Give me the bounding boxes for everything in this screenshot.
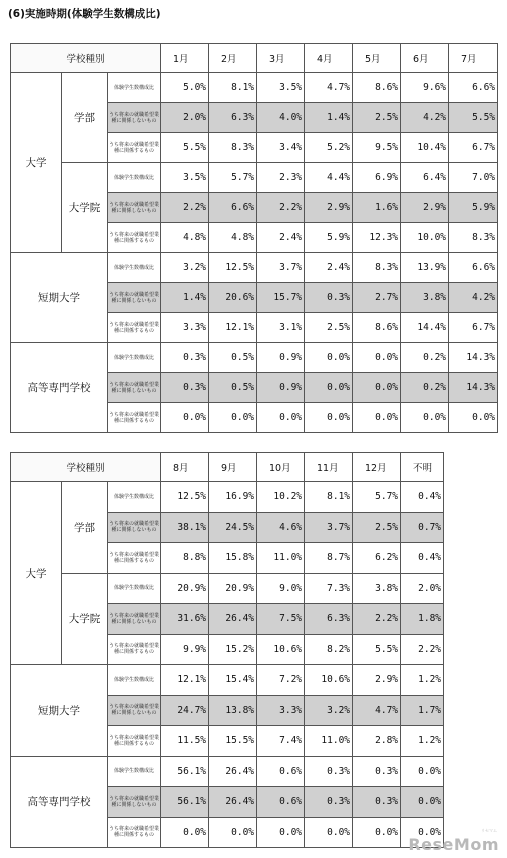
row-type-label: うち将来の就職希望業種に関係するもの bbox=[108, 403, 161, 433]
value-cell: 4.2% bbox=[401, 103, 449, 133]
value-cell: 0.3% bbox=[353, 756, 401, 787]
month-header: 不明 bbox=[401, 453, 444, 482]
value-cell: 3.8% bbox=[353, 573, 401, 604]
value-cell: 0.4% bbox=[401, 543, 444, 574]
table-row bbox=[11, 163, 498, 193]
value-cell: 11.5% bbox=[161, 726, 209, 757]
value-cell: 8.6% bbox=[353, 73, 401, 103]
table-row bbox=[11, 73, 498, 103]
value-cell: 15.4% bbox=[209, 665, 257, 696]
value-cell: 7.0% bbox=[449, 163, 498, 193]
table-row bbox=[11, 573, 444, 604]
month-header: 10月 bbox=[257, 453, 305, 482]
value-cell: 3.5% bbox=[161, 163, 209, 193]
month-header: 2月 bbox=[209, 44, 257, 73]
value-cell: 14.4% bbox=[401, 313, 449, 343]
value-cell: 0.6% bbox=[257, 787, 305, 818]
month-header: 7月 bbox=[449, 44, 498, 73]
value-cell: 26.4% bbox=[209, 787, 257, 818]
subgroup-label-faculty: 学部 bbox=[62, 73, 108, 163]
group-label-univ: 大学 bbox=[11, 482, 62, 665]
value-cell: 6.6% bbox=[449, 73, 498, 103]
value-cell: 0.3% bbox=[305, 283, 353, 313]
value-cell: 2.2% bbox=[353, 604, 401, 635]
value-cell: 5.2% bbox=[305, 133, 353, 163]
header-row bbox=[11, 453, 444, 482]
value-cell: 4.7% bbox=[305, 73, 353, 103]
month-header: 11月 bbox=[305, 453, 353, 482]
value-cell: 12.5% bbox=[161, 482, 209, 513]
value-cell: 6.2% bbox=[353, 543, 401, 574]
value-cell: 6.6% bbox=[209, 193, 257, 223]
month-header: 12月 bbox=[353, 453, 401, 482]
value-cell: 0.0% bbox=[305, 373, 353, 403]
value-cell: 5.0% bbox=[161, 73, 209, 103]
value-cell: 0.5% bbox=[209, 343, 257, 373]
row-type-label: 体験学生数構成比 bbox=[108, 482, 161, 513]
value-cell: 15.2% bbox=[209, 634, 257, 665]
watermark-subtext: リセマム bbox=[481, 828, 497, 833]
value-cell: 0.3% bbox=[161, 343, 209, 373]
value-cell: 56.1% bbox=[161, 787, 209, 818]
value-cell: 0.3% bbox=[305, 756, 353, 787]
value-cell: 0.5% bbox=[209, 373, 257, 403]
value-cell: 0.0% bbox=[353, 817, 401, 848]
month-header: 9月 bbox=[209, 453, 257, 482]
value-cell: 0.0% bbox=[401, 756, 444, 787]
value-cell: 5.9% bbox=[449, 193, 498, 223]
subgroup-label-grad: 大学院 bbox=[62, 163, 108, 253]
row-type-label: うち将来の就職希望業種に関係するもの bbox=[108, 726, 161, 757]
value-cell: 12.1% bbox=[161, 665, 209, 696]
value-cell: 0.0% bbox=[209, 817, 257, 848]
value-cell: 0.0% bbox=[401, 787, 444, 818]
table-row bbox=[11, 253, 498, 283]
value-cell: 4.0% bbox=[257, 103, 305, 133]
value-cell: 2.3% bbox=[257, 163, 305, 193]
value-cell: 0.3% bbox=[161, 373, 209, 403]
value-cell: 7.2% bbox=[257, 665, 305, 696]
value-cell: 0.0% bbox=[401, 403, 449, 433]
value-cell: 3.3% bbox=[257, 695, 305, 726]
value-cell: 7.3% bbox=[305, 573, 353, 604]
table-row bbox=[11, 343, 498, 373]
value-cell: 3.2% bbox=[161, 253, 209, 283]
value-cell: 6.6% bbox=[449, 253, 498, 283]
value-cell: 3.7% bbox=[257, 253, 305, 283]
value-cell: 13.9% bbox=[401, 253, 449, 283]
row-type-label: うち将来の就職希望業種に関係しないもの bbox=[108, 512, 161, 543]
value-cell: 0.2% bbox=[401, 343, 449, 373]
value-cell: 0.0% bbox=[353, 403, 401, 433]
value-cell: 1.4% bbox=[161, 283, 209, 313]
value-cell: 3.1% bbox=[257, 313, 305, 343]
value-cell: 0.0% bbox=[209, 403, 257, 433]
value-cell: 5.5% bbox=[353, 634, 401, 665]
value-cell: 0.0% bbox=[305, 343, 353, 373]
value-cell: 6.3% bbox=[305, 604, 353, 635]
row-type-label: うち将来の就職希望業種に関係しないもの bbox=[108, 373, 161, 403]
value-cell: 2.0% bbox=[161, 103, 209, 133]
value-cell: 0.3% bbox=[353, 787, 401, 818]
value-cell: 3.7% bbox=[305, 512, 353, 543]
group-label-tech: 高等専門学校 bbox=[11, 343, 108, 433]
value-cell: 10.6% bbox=[257, 634, 305, 665]
row-type-label: うち将来の就職希望業種に関係するもの bbox=[108, 634, 161, 665]
value-cell: 2.5% bbox=[353, 103, 401, 133]
value-cell: 1.8% bbox=[401, 604, 444, 635]
value-cell: 1.2% bbox=[401, 726, 444, 757]
month-header: 5月 bbox=[353, 44, 401, 73]
value-cell: 2.2% bbox=[401, 634, 444, 665]
value-cell: 0.0% bbox=[401, 817, 444, 848]
value-cell: 4.2% bbox=[449, 283, 498, 313]
value-cell: 4.8% bbox=[209, 223, 257, 253]
row-type-label: 体験学生数構成比 bbox=[108, 163, 161, 193]
value-cell: 12.1% bbox=[209, 313, 257, 343]
value-cell: 24.5% bbox=[209, 512, 257, 543]
value-cell: 9.6% bbox=[401, 73, 449, 103]
value-cell: 3.4% bbox=[257, 133, 305, 163]
value-cell: 56.1% bbox=[161, 756, 209, 787]
value-cell: 2.8% bbox=[353, 726, 401, 757]
row-type-label: うち将来の就職希望業種に関係するもの bbox=[108, 313, 161, 343]
value-cell: 6.4% bbox=[401, 163, 449, 193]
value-cell: 5.9% bbox=[305, 223, 353, 253]
month-header: 8月 bbox=[161, 453, 209, 482]
value-cell: 13.8% bbox=[209, 695, 257, 726]
value-cell: 8.3% bbox=[209, 133, 257, 163]
value-cell: 0.9% bbox=[257, 373, 305, 403]
value-cell: 5.5% bbox=[449, 103, 498, 133]
value-cell: 11.0% bbox=[305, 726, 353, 757]
value-cell: 0.0% bbox=[353, 373, 401, 403]
timing-table-jan-jul bbox=[10, 43, 498, 433]
table-row bbox=[11, 482, 444, 513]
value-cell: 3.3% bbox=[161, 313, 209, 343]
row-type-label: うち将来の就職希望業種に関係しないもの bbox=[108, 787, 161, 818]
value-cell: 0.0% bbox=[161, 817, 209, 848]
value-cell: 6.7% bbox=[449, 313, 498, 343]
row-type-label: 体験学生数構成比 bbox=[108, 253, 161, 283]
month-header: 3月 bbox=[257, 44, 305, 73]
value-cell: 3.5% bbox=[257, 73, 305, 103]
value-cell: 8.6% bbox=[353, 313, 401, 343]
value-cell: 2.9% bbox=[401, 193, 449, 223]
value-cell: 10.0% bbox=[401, 223, 449, 253]
value-cell: 4.8% bbox=[161, 223, 209, 253]
row-type-label: 体験学生数構成比 bbox=[108, 73, 161, 103]
value-cell: 26.4% bbox=[209, 604, 257, 635]
timing-table-aug-unknown bbox=[10, 452, 444, 848]
row-type-label: 体験学生数構成比 bbox=[108, 573, 161, 604]
value-cell: 20.9% bbox=[161, 573, 209, 604]
row-type-label: うち将来の就職希望業種に関係しないもの bbox=[108, 283, 161, 313]
value-cell: 4.6% bbox=[257, 512, 305, 543]
value-cell: 2.0% bbox=[401, 573, 444, 604]
value-cell: 15.7% bbox=[257, 283, 305, 313]
value-cell: 2.9% bbox=[353, 665, 401, 696]
value-cell: 0.2% bbox=[401, 373, 449, 403]
value-cell: 5.7% bbox=[353, 482, 401, 513]
value-cell: 8.1% bbox=[209, 73, 257, 103]
value-cell: 0.3% bbox=[305, 787, 353, 818]
value-cell: 0.7% bbox=[401, 512, 444, 543]
value-cell: 8.2% bbox=[305, 634, 353, 665]
row-type-label: 体験学生数構成比 bbox=[108, 665, 161, 696]
value-cell: 38.1% bbox=[161, 512, 209, 543]
value-cell: 2.9% bbox=[305, 193, 353, 223]
value-cell: 0.0% bbox=[257, 403, 305, 433]
table-row bbox=[11, 665, 444, 696]
value-cell: 1.2% bbox=[401, 665, 444, 696]
value-cell: 1.4% bbox=[305, 103, 353, 133]
value-cell: 15.5% bbox=[209, 726, 257, 757]
row-type-label: うち将来の就職希望業種に関係するもの bbox=[108, 543, 161, 574]
subgroup-label-faculty: 学部 bbox=[62, 482, 108, 574]
value-cell: 16.9% bbox=[209, 482, 257, 513]
row-type-label: うち将来の就職希望業種に関係しないもの bbox=[108, 604, 161, 635]
value-cell: 2.4% bbox=[257, 223, 305, 253]
row-type-label: うち将来の就職希望業種に関係するもの bbox=[108, 133, 161, 163]
row-type-label: 体験学生数構成比 bbox=[108, 756, 161, 787]
value-cell: 9.5% bbox=[353, 133, 401, 163]
value-cell: 1.7% bbox=[401, 695, 444, 726]
value-cell: 20.6% bbox=[209, 283, 257, 313]
value-cell: 26.4% bbox=[209, 756, 257, 787]
resemom-watermark-logo: ReseMom bbox=[408, 835, 499, 854]
value-cell: 0.0% bbox=[305, 403, 353, 433]
month-header: 4月 bbox=[305, 44, 353, 73]
header-row bbox=[11, 44, 498, 73]
value-cell: 0.0% bbox=[257, 817, 305, 848]
value-cell: 11.0% bbox=[257, 543, 305, 574]
value-cell: 20.9% bbox=[209, 573, 257, 604]
value-cell: 2.5% bbox=[353, 512, 401, 543]
value-cell: 14.3% bbox=[449, 343, 498, 373]
value-cell: 10.6% bbox=[305, 665, 353, 696]
value-cell: 8.3% bbox=[449, 223, 498, 253]
value-cell: 12.5% bbox=[209, 253, 257, 283]
value-cell: 3.2% bbox=[305, 695, 353, 726]
value-cell: 4.7% bbox=[353, 695, 401, 726]
value-cell: 7.4% bbox=[257, 726, 305, 757]
value-cell: 6.3% bbox=[209, 103, 257, 133]
value-cell: 8.3% bbox=[353, 253, 401, 283]
value-cell: 2.7% bbox=[353, 283, 401, 313]
value-cell: 10.2% bbox=[257, 482, 305, 513]
value-cell: 2.5% bbox=[305, 313, 353, 343]
value-cell: 3.8% bbox=[401, 283, 449, 313]
row-type-label: うち将来の就職希望業種に関係するもの bbox=[108, 817, 161, 848]
month-header: 6月 bbox=[401, 44, 449, 73]
value-cell: 2.2% bbox=[257, 193, 305, 223]
value-cell: 0.9% bbox=[257, 343, 305, 373]
value-cell: 14.3% bbox=[449, 373, 498, 403]
school-type-header: 学校種別 bbox=[11, 453, 161, 482]
value-cell: 0.0% bbox=[305, 817, 353, 848]
value-cell: 0.0% bbox=[449, 403, 498, 433]
row-type-label: うち将来の就職希望業種に関係しないもの bbox=[108, 103, 161, 133]
group-label-junior: 短期大学 bbox=[11, 665, 108, 757]
value-cell: 2.4% bbox=[305, 253, 353, 283]
value-cell: 2.2% bbox=[161, 193, 209, 223]
table-row bbox=[11, 756, 444, 787]
month-header: 1月 bbox=[161, 44, 209, 73]
school-type-header: 学校種別 bbox=[11, 44, 161, 73]
value-cell: 0.0% bbox=[161, 403, 209, 433]
value-cell: 9.9% bbox=[161, 634, 209, 665]
value-cell: 7.5% bbox=[257, 604, 305, 635]
value-cell: 6.9% bbox=[353, 163, 401, 193]
group-label-tech: 高等専門学校 bbox=[11, 756, 108, 848]
group-label-junior: 短期大学 bbox=[11, 253, 108, 343]
value-cell: 15.8% bbox=[209, 543, 257, 574]
value-cell: 24.7% bbox=[161, 695, 209, 726]
value-cell: 8.1% bbox=[305, 482, 353, 513]
value-cell: 0.0% bbox=[353, 343, 401, 373]
value-cell: 12.3% bbox=[353, 223, 401, 253]
row-type-label: うち将来の就職希望業種に関係しないもの bbox=[108, 695, 161, 726]
value-cell: 1.6% bbox=[353, 193, 401, 223]
value-cell: 8.8% bbox=[161, 543, 209, 574]
value-cell: 4.4% bbox=[305, 163, 353, 193]
value-cell: 5.5% bbox=[161, 133, 209, 163]
value-cell: 6.7% bbox=[449, 133, 498, 163]
value-cell: 0.6% bbox=[257, 756, 305, 787]
value-cell: 0.4% bbox=[401, 482, 444, 513]
group-label-univ: 大学 bbox=[11, 73, 62, 253]
row-type-label: 体験学生数構成比 bbox=[108, 343, 161, 373]
value-cell: 9.0% bbox=[257, 573, 305, 604]
row-type-label: うち将来の就職希望業種に関係するもの bbox=[108, 223, 161, 253]
value-cell: 31.6% bbox=[161, 604, 209, 635]
value-cell: 8.7% bbox=[305, 543, 353, 574]
row-type-label: うち将来の就職希望業種に関係しないもの bbox=[108, 193, 161, 223]
value-cell: 5.7% bbox=[209, 163, 257, 193]
value-cell: 10.4% bbox=[401, 133, 449, 163]
section-title: (6)実施時期(体験学生数構成比) bbox=[8, 8, 161, 20]
subgroup-label-grad: 大学院 bbox=[62, 573, 108, 665]
